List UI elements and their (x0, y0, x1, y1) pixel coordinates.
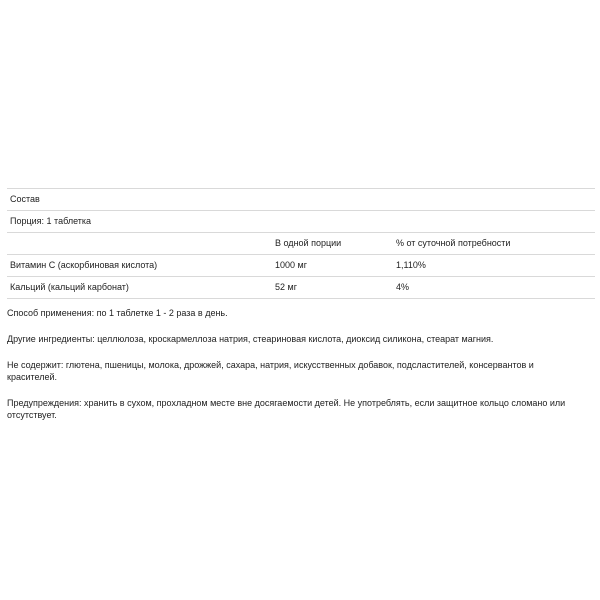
ingredient-daily-value: 1,110% (393, 255, 595, 277)
ingredient-daily-value: 4% (393, 277, 595, 299)
ingredient-name: Витамин С (аскорбиновая кислота) (7, 255, 272, 277)
table-header-row (7, 233, 595, 255)
header-per-serving: В одной порции (272, 233, 393, 255)
composition-table (7, 188, 595, 299)
table-row (7, 255, 595, 277)
composition-title: Состав (7, 189, 595, 211)
serving-size: Порция: 1 таблетка (7, 211, 595, 233)
product-notes (7, 307, 595, 421)
other-ingredients: Другие ингредиенты: целлюлоза, кроскармеллоза натрия, стеариновая кислота, диоксид силикона, стеарат магния. (7, 334, 494, 344)
table-title-row (7, 189, 595, 211)
header-empty-cell (7, 233, 272, 255)
free-from-statement: Не содержит: глютена, пшеницы, молока, дрожжей, сахара, натрия, искусственных добавок, подсластителей, консервантов и красителей. (7, 360, 534, 382)
warnings: Предупреждения: хранить в сухом, прохладном месте вне досягаемости детей. Не употреблять, если защитное кольцо сломано или отсутствует. (7, 398, 566, 420)
header-daily-value: % от суточной потребности (393, 233, 595, 255)
serving-row (7, 211, 595, 233)
usage-instructions: Способ применения: по 1 таблетке 1 - 2 раза в день. (7, 308, 228, 318)
ingredient-amount: 52 мг (272, 277, 393, 299)
table-row (7, 277, 595, 299)
ingredient-amount: 1000 мг (272, 255, 393, 277)
supplement-facts-sheet (7, 188, 595, 435)
ingredient-name: Кальций (кальций карбонат) (7, 277, 272, 299)
